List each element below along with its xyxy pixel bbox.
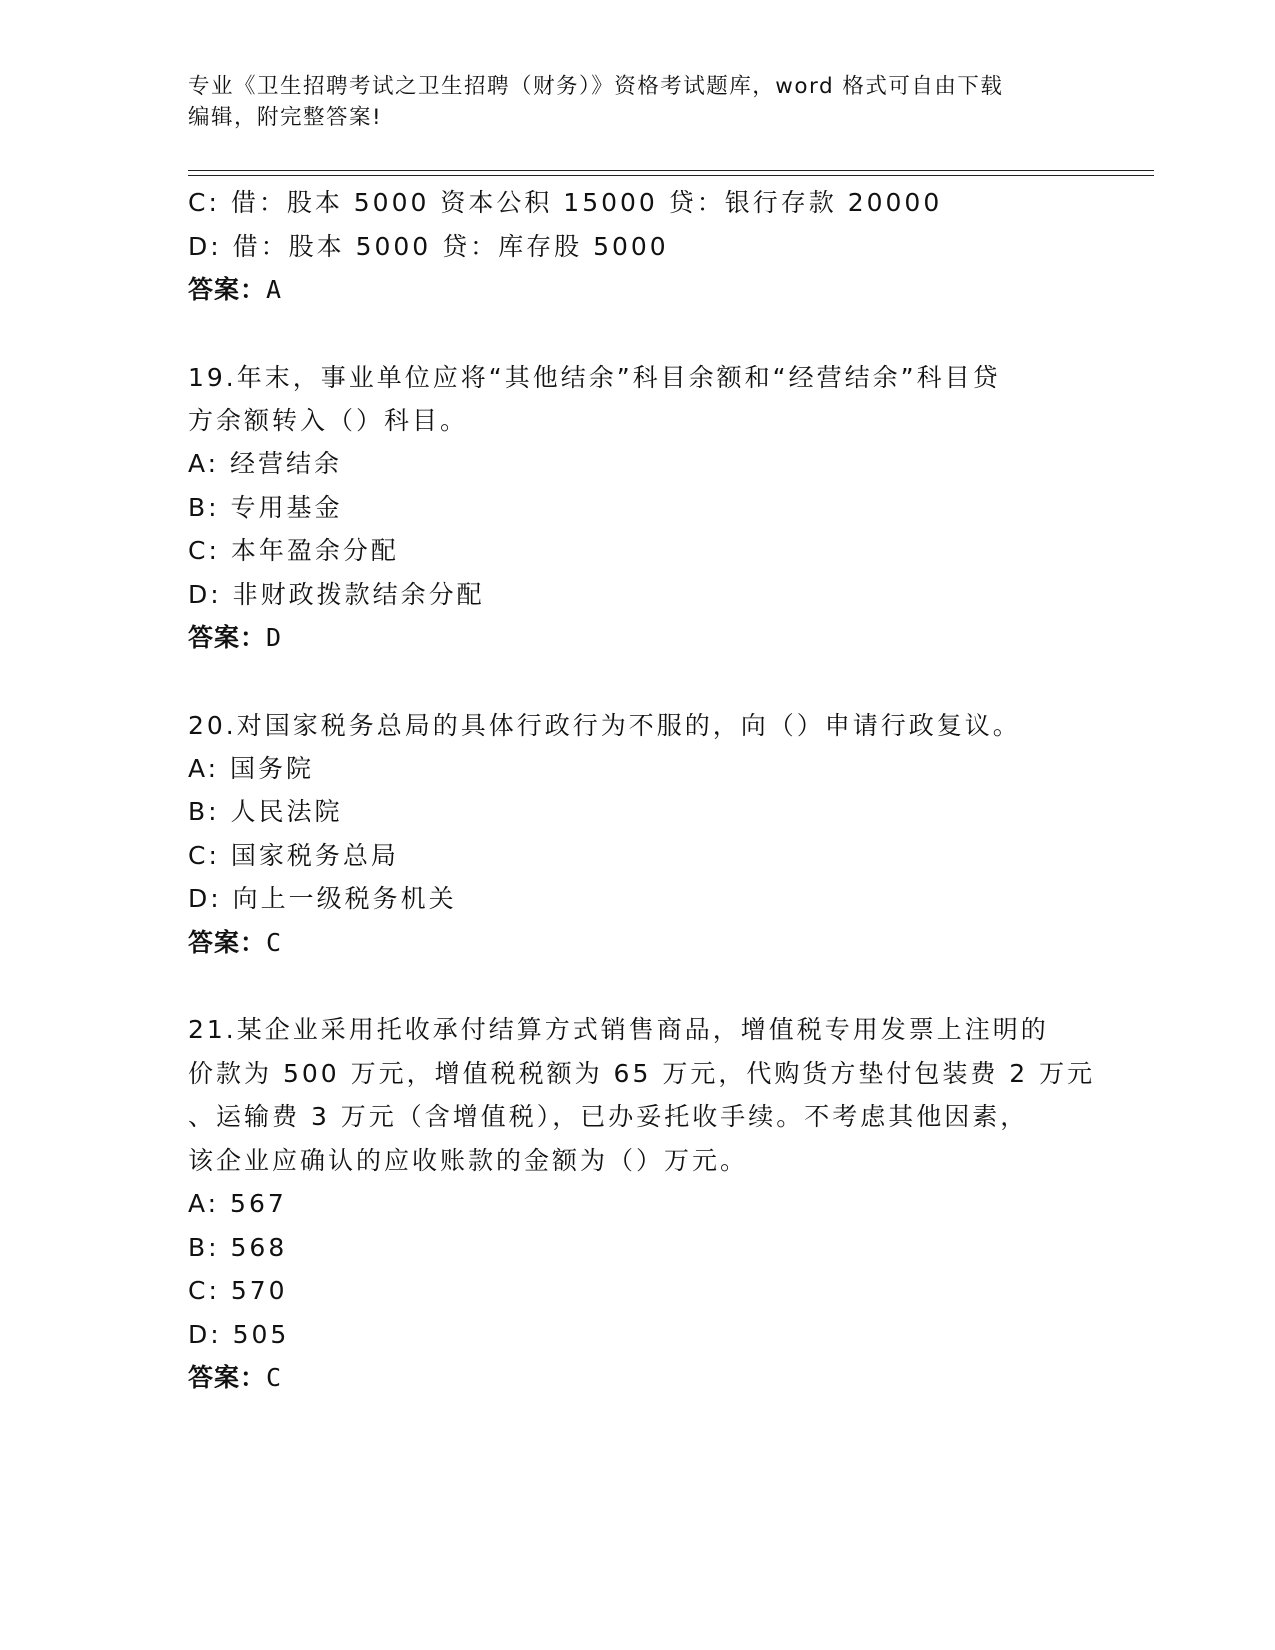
- header-line-2: 编辑，附完整答案!: [188, 105, 383, 130]
- q21-answer: [188, 1361, 281, 1395]
- q21-answer-value: C: [266, 1363, 282, 1392]
- q20-stem-line-1: 20.对国家税务总局的具体行政行为不服的，向（）申请行政复议。: [188, 711, 1021, 740]
- q18-option-d: D: 借：股本 5000 贷：库存股 5000: [188, 232, 669, 261]
- q21-option-b: B: 568: [188, 1233, 288, 1262]
- q21-option-d: D: 505: [188, 1320, 290, 1349]
- q19-answer-value: D: [266, 623, 282, 652]
- q21-stem-line-1: 21.某企业采用托收承付结算方式销售商品，增值税专用发票上注明的: [188, 1015, 1049, 1044]
- q19-option-a: A: 经营结余: [188, 449, 343, 478]
- q20-option-a: A: 国务院: [188, 754, 315, 783]
- q21-option-a: A: 567: [188, 1189, 287, 1218]
- q20-option-d: D: 向上一级税务机关: [188, 884, 457, 913]
- header-rule-top: [188, 170, 1154, 171]
- q21-answer-label: 答案：: [188, 1363, 267, 1392]
- q19-stem-line-1: 19.年末，事业单位应将“其他结余”科目余额和“经营结余”科目贷: [188, 363, 1001, 392]
- q21-stem-line-2: 价款为 500 万元，增值税税额为 65 万元，代购货方垫付包装费 2 万元: [188, 1059, 1096, 1088]
- q18-answer: [188, 273, 281, 307]
- q19-option-b: B: 专用基金: [188, 493, 343, 522]
- header-rule-bottom: [188, 175, 1154, 176]
- q20-answer-label: 答案：: [188, 928, 267, 957]
- q21-stem-line-3: 、运输费 3 万元（含增值税），已办妥托收手续。不考虑其他因素，: [188, 1102, 1029, 1131]
- q19-answer: [188, 621, 281, 655]
- q18-answer-label: 答案：: [188, 275, 267, 304]
- q21-stem-line-4: 该企业应确认的应收账款的金额为（）万元。: [188, 1146, 749, 1175]
- q19-answer-label: 答案：: [188, 623, 267, 652]
- header-line-1: 专业《卫生招聘考试之卫生招聘（财务）》资格考试题库，word 格式可自由下载: [188, 74, 1004, 99]
- q19-stem-line-2: 方余额转入（）科目。: [188, 406, 469, 435]
- q20-answer: [188, 926, 281, 960]
- q18-option-c: C: 借：股本 5000 资本公积 15000 贷：银行存款 20000: [188, 188, 943, 217]
- q18-answer-value: A: [266, 275, 282, 304]
- q19-option-c: C: 本年盈余分配: [188, 536, 399, 565]
- q21-option-c: C: 570: [188, 1276, 288, 1305]
- q20-option-b: B: 人民法院: [188, 797, 343, 826]
- q20-answer-value: C: [266, 928, 282, 957]
- q19-option-d: D: 非财政拨款结余分配: [188, 580, 485, 609]
- q20-option-c: C: 国家税务总局: [188, 841, 399, 870]
